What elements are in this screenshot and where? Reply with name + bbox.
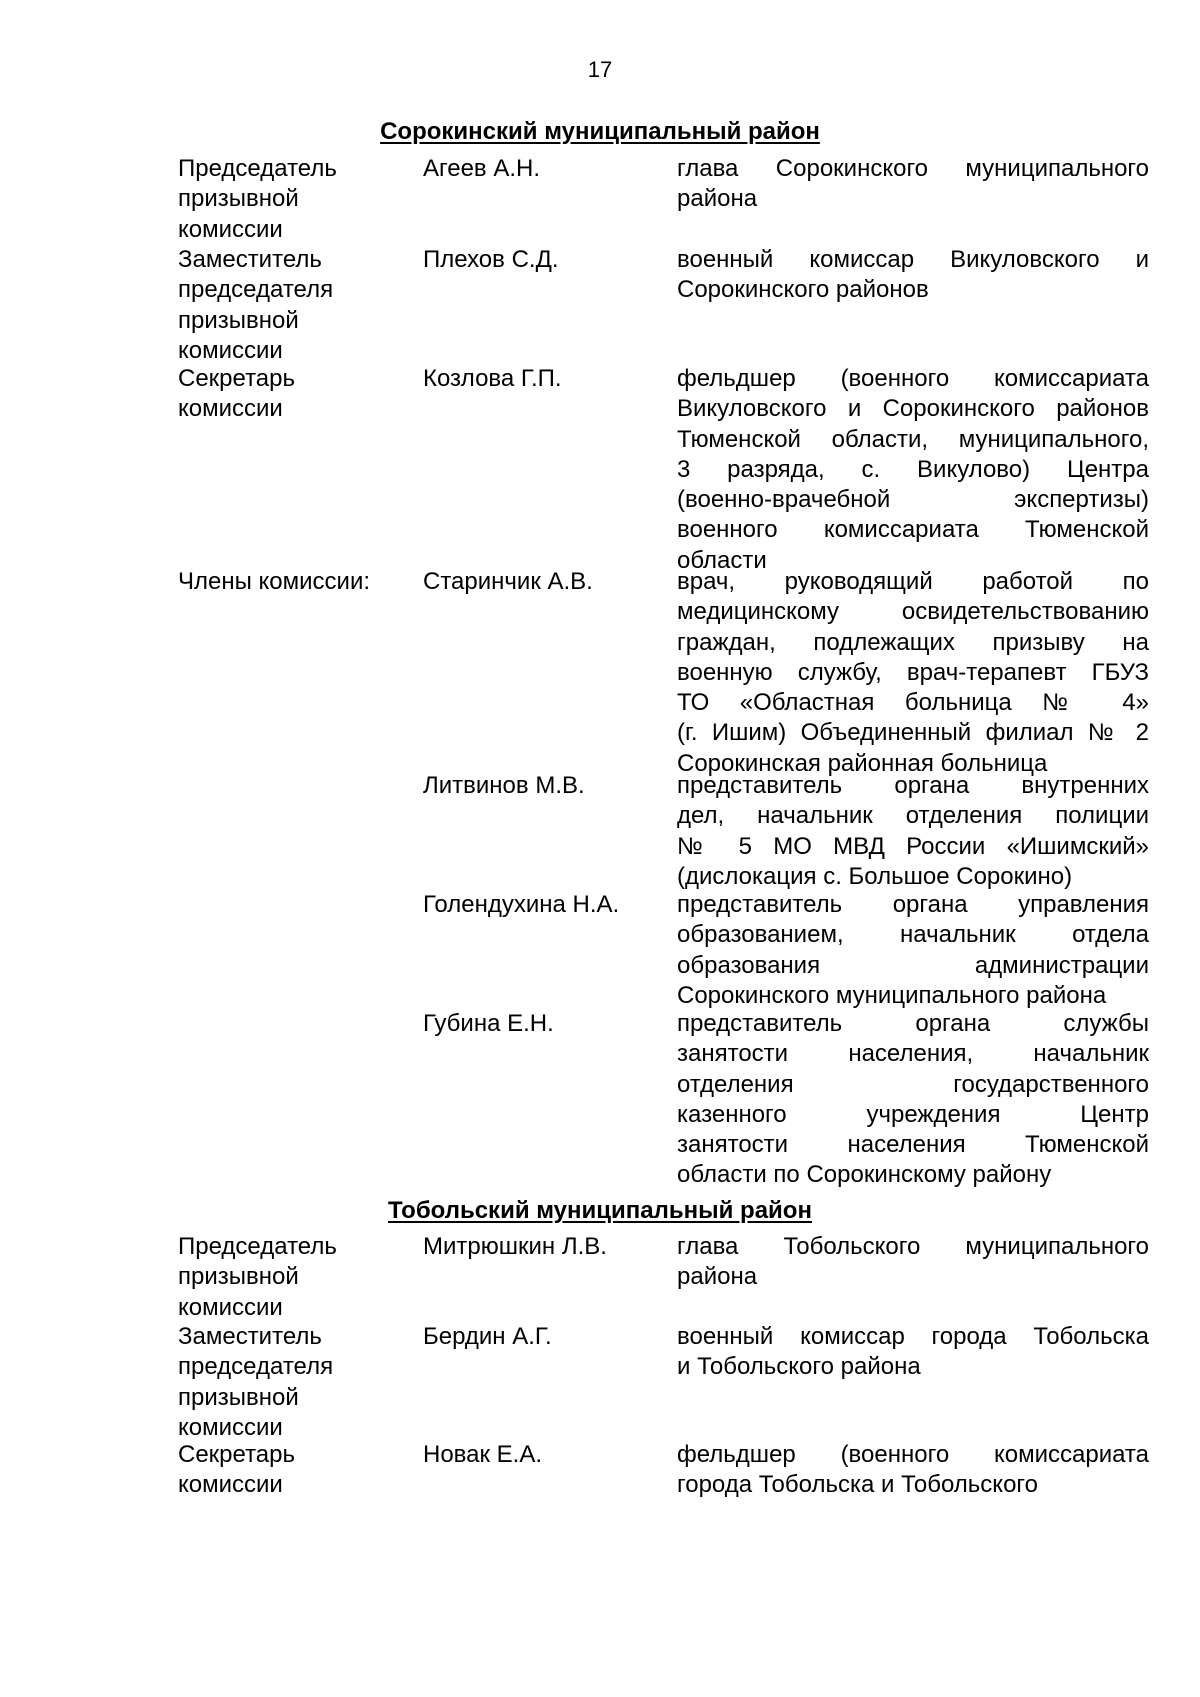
member-role <box>178 364 408 425</box>
position-line: Сорокинская районная больница <box>677 749 1048 777</box>
member-position <box>677 1440 1149 1501</box>
position-line: отделения государственного <box>677 1070 1149 1098</box>
role-line: призывной <box>178 185 299 213</box>
member-name: Бердин А.Г. <box>423 1323 552 1350</box>
position-line: фельдшер (военного комиссариата <box>677 365 1149 392</box>
role-line: Заместитель <box>178 1323 322 1350</box>
member-name: Литвинов М.В. <box>423 772 585 799</box>
position-line: врач, руководящий работой по <box>677 568 1149 595</box>
position-line: военный комиссар города Тобольска <box>677 1323 1149 1350</box>
position-line: 3 разряда, с. Викулово) Центра <box>677 455 1149 483</box>
position-line: (г. Ишим) Объединенный филиал № 2 <box>677 719 1149 747</box>
role-line: комиссии <box>178 1413 283 1441</box>
role-line: Секретарь <box>178 365 295 392</box>
position-line: представитель органа службы <box>677 1010 1149 1037</box>
position-line: военного комиссариата Тюменской <box>677 516 1149 544</box>
position-line: медицинскому освидетельствованию <box>677 598 1149 626</box>
position-line: и Тобольского района <box>677 1353 921 1381</box>
position-line: области по Сорокинскому району <box>677 1161 1052 1189</box>
role-line: комиссии <box>178 1471 283 1499</box>
position-line: области <box>677 546 767 574</box>
section-heading: Сорокинский муниципальный район <box>380 118 820 145</box>
position-line: военную службу, врач-терапевт ГБУЗ <box>677 658 1149 686</box>
role-line: Секретарь <box>178 1441 295 1468</box>
member-position <box>677 154 1149 215</box>
role-line: председателя <box>178 1353 334 1381</box>
position-line: Сорокинского районов <box>677 276 929 304</box>
section-heading: Тобольский муниципальный район <box>388 1197 812 1224</box>
role-line: комиссии <box>178 395 283 423</box>
member-name: Голендухина Н.А. <box>423 891 620 918</box>
member-position <box>677 1009 1149 1191</box>
member-name: Козлова Г.П. <box>423 365 562 392</box>
member-role <box>178 1322 408 1443</box>
member-position <box>677 1322 1149 1383</box>
position-line: военный комиссар Викуловского и <box>677 246 1149 273</box>
position-line: глава Сорокинского муниципального <box>677 155 1149 182</box>
position-line: граждан, подлежащих призыву на <box>677 628 1149 656</box>
position-line: занятости населения Тюменской <box>677 1131 1149 1159</box>
role-line: комиссии <box>178 1293 283 1321</box>
member-role <box>178 1440 408 1501</box>
member-role <box>178 154 408 245</box>
member-name: Плехов С.Д. <box>423 246 559 273</box>
member-position <box>677 567 1149 779</box>
member-name: Губина Е.Н. <box>423 1010 554 1037</box>
role-line: председателя <box>178 276 334 304</box>
position-line: района <box>677 185 758 213</box>
position-line: района <box>677 1263 758 1291</box>
position-line: ТО «Областная больница № 4» <box>677 689 1149 717</box>
member-name: Новак Е.А. <box>423 1441 543 1468</box>
member-name: Старинчик А.В. <box>423 568 593 595</box>
role-line: комиссии <box>178 336 283 364</box>
position-line: фельдшер (военного комиссариата <box>677 1441 1149 1468</box>
position-line: представитель органа управления <box>677 891 1149 918</box>
member-position <box>677 1232 1149 1293</box>
role-line: Председатель <box>178 1233 337 1260</box>
role-line: Члены комиссии: <box>178 568 371 595</box>
member-position <box>677 245 1149 306</box>
role-line: комиссии <box>178 215 283 243</box>
member-role <box>178 1232 408 1323</box>
member-position <box>677 771 1149 892</box>
position-line: (дислокация с. Большое Сорокино) <box>677 862 1073 890</box>
position-line: города Тобольска и Тобольского <box>677 1471 1038 1499</box>
position-line: казенного учреждения Центр <box>677 1100 1149 1128</box>
position-line: образованием, начальник отдела <box>677 921 1149 949</box>
role-line: призывной <box>178 1263 299 1291</box>
position-line: образования администрации <box>677 951 1149 979</box>
member-role <box>178 245 408 366</box>
member-name: Агеев А.Н. <box>423 155 541 182</box>
position-line: глава Тобольского муниципального <box>677 1233 1149 1260</box>
member-name: Митрюшкин Л.В. <box>423 1233 607 1260</box>
page-number: 17 <box>587 57 613 82</box>
role-line: призывной <box>178 1383 299 1411</box>
position-line: Тюменской области, муниципального, <box>677 425 1149 453</box>
position-line: № 5 МО МВД России «Ишимский» <box>677 832 1149 860</box>
position-line: Сорокинского муниципального района <box>677 981 1107 1009</box>
role-line: Председатель <box>178 155 337 182</box>
position-line: дел, начальник отделения полиции <box>677 802 1149 830</box>
position-line: (военно-врачебной экспертизы) <box>677 486 1149 514</box>
position-line: представитель органа внутренних <box>677 772 1149 799</box>
position-line: занятости населения, начальник <box>677 1040 1149 1068</box>
member-role <box>178 567 408 597</box>
position-line: Викуловского и Сорокинского районов <box>677 395 1149 423</box>
role-line: призывной <box>178 306 299 334</box>
role-line: Заместитель <box>178 246 322 273</box>
member-position <box>677 890 1149 1011</box>
member-position <box>677 364 1149 576</box>
